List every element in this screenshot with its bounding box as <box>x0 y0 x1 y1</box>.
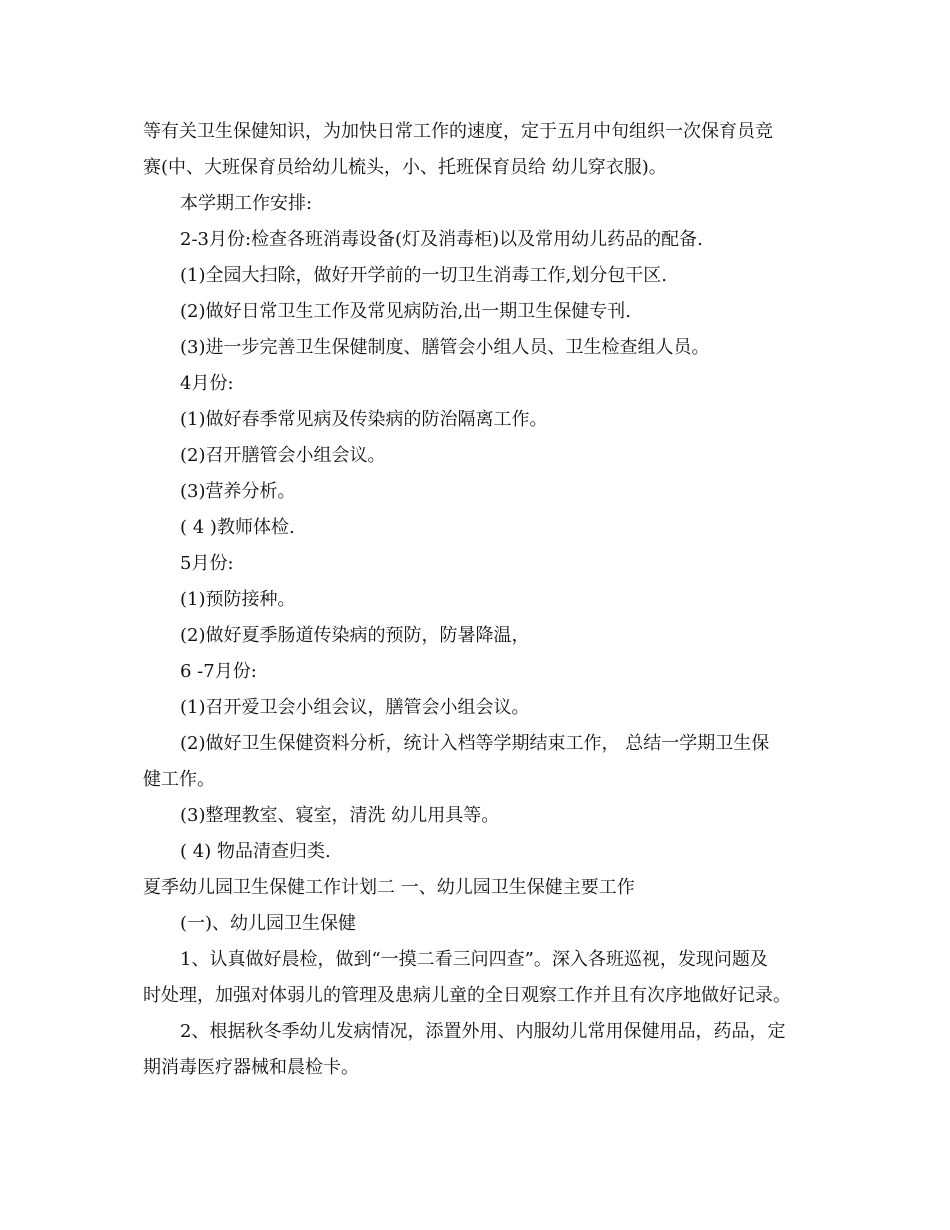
sub-heading: (一)、幼儿园卫生保健 <box>180 913 357 934</box>
list-item: (3)进一步完善卫生保健制度、膳管会小组人员、卫生检查组人员。 <box>180 337 710 358</box>
month-heading: 4月份: <box>180 373 234 394</box>
list-item: (2)做好夏季肠道传染病的预防，防暑降温， <box>180 625 530 646</box>
month-heading: 5月份: <box>180 553 234 574</box>
text-line: 赛(中、大班保育员给幼儿梳头，小、托班保育员给 幼儿穿衣服)。 <box>143 157 667 178</box>
list-item: (2)召开膳管会小组会议。 <box>180 445 386 466</box>
plan-title: 夏季幼儿园卫生保健工作计划二 一、幼儿园卫生保健主要工作 <box>143 877 635 898</box>
text-line: 时处理，加强对体弱儿的管理及患病儿童的全日观察工作并且有次序地做好记录。 <box>143 985 791 1006</box>
text-line: 1、认真做好晨检，做到“一摸二看三问四查”。深入各班巡视，发现问题及 <box>180 949 768 970</box>
list-item: (3)整理教室、寝室，清洗 幼儿用具等。 <box>180 805 500 826</box>
list-item: (2)做好卫生保健资料分析，统计入档等学期结束工作， 总结一学期卫生保 <box>180 733 770 754</box>
list-item: (1)召开爱卫会小组会议，膳管会小组会议。 <box>180 697 530 718</box>
list-item: (1)全园大扫除，做好开学前的一切卫生消毒工作,划分包干区. <box>180 265 667 286</box>
list-item: ( 4) 物品清查归类. <box>180 841 331 862</box>
text-line: 2、根据秋冬季幼儿发病情况，添置外用、内服幼儿常用保健用品，药品，定 <box>180 1021 786 1042</box>
list-item: (1)做好春季常见病及传染病的防治隔离工作。 <box>180 409 548 430</box>
list-item: ( 4 )教师体检. <box>180 517 295 538</box>
month-heading: 6 -7月份: <box>180 661 257 682</box>
list-item: (2)做好日常卫生工作及常见病防治,出一期卫生保健专刊. <box>180 301 631 322</box>
text-line: 等有关卫生保健知识，为加快日常工作的速度，定于五月中旬组织一次保育员竞 <box>143 121 773 142</box>
section-heading: 本学期工作安排: <box>180 193 313 214</box>
document-body <box>143 114 808 1086</box>
text-line: 健工作。 <box>143 769 215 790</box>
list-item: (1)预防接种。 <box>180 589 296 610</box>
list-item: (3)营养分析。 <box>180 481 296 502</box>
text-line: 期消毒医疗器械和晨检卡。 <box>143 1057 359 1078</box>
month-heading: 2-3月份:检查各班消毒设备(灯及消毒柜)以及常用幼儿药品的配备. <box>180 229 703 250</box>
